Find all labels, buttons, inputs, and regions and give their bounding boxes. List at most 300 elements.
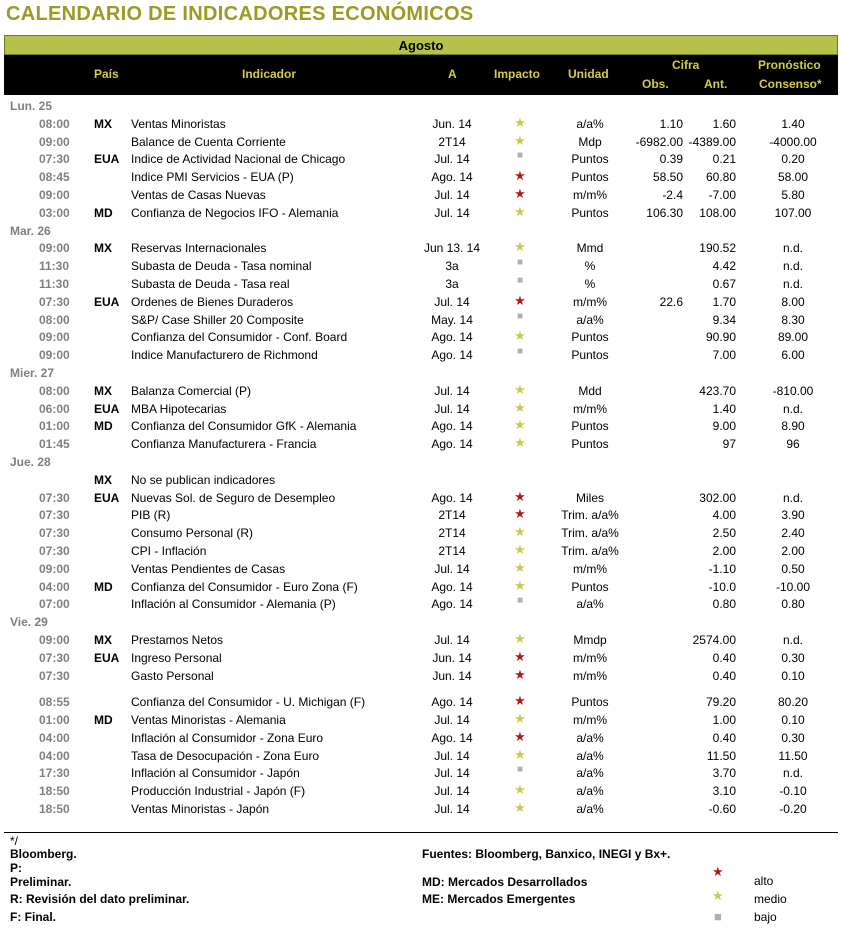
time-cell: 07:30 [39, 508, 70, 523]
indicator-cell: Tasa de Desocupación - Zona Euro [131, 748, 320, 763]
period-cell: Jul. 14 [434, 766, 470, 781]
previous-cell: 0.40 [712, 730, 736, 745]
star-red-icon: ★ [514, 168, 526, 184]
table-row [0, 489, 845, 507]
unit-cell: a/a% [576, 116, 604, 131]
col-a: A [448, 67, 457, 81]
period-cell: Ago. 14 [431, 348, 473, 363]
indicator-cell: Nuevas Sol. de Seguro de Desempleo [131, 490, 336, 505]
forecast-cell: 8.00 [781, 294, 805, 309]
table-row [0, 133, 845, 151]
time-cell: 08:00 [39, 116, 70, 131]
period-cell: May. 14 [431, 312, 473, 327]
forecast-cell: -4000.00 [769, 134, 817, 149]
table-row [0, 595, 845, 613]
forecast-cell: n.d. [782, 241, 803, 256]
indicator-cell: S&P/ Case Shiller 20 Composite [131, 312, 304, 327]
day-label: Vie. 29 [10, 615, 48, 630]
star-yellow-icon: ★ [514, 435, 526, 451]
previous-cell: 1.00 [712, 713, 736, 728]
table-row [0, 471, 845, 489]
country-cell: EUA [94, 152, 120, 167]
star-yellow-icon: ★ [514, 399, 526, 415]
footnote-me: ME: Mercados Emergentes [422, 892, 576, 906]
forecast-cell: n.d. [782, 259, 803, 274]
country-cell: MX [94, 472, 112, 487]
table-row [0, 764, 845, 782]
unit-cell: a/a% [576, 784, 604, 799]
time-cell: 01:00 [39, 419, 70, 434]
previous-cell: 302.00 [699, 490, 736, 505]
indicator-cell: Reservas Internacionales [131, 241, 267, 256]
star-yellow-icon: ★ [514, 800, 526, 816]
previous-cell: 9.00 [712, 419, 736, 434]
footnote-fuentes: Fuentes: Bloomberg, Banxico, INEGI y Bx+. [422, 847, 671, 861]
time-cell: 07:30 [39, 668, 70, 683]
country-cell: MX [94, 241, 112, 256]
time-cell: 11:30 [39, 259, 70, 274]
unit-cell: m/m% [573, 650, 607, 665]
unit-cell: a/a% [576, 802, 604, 817]
forecast-cell: 89.00 [777, 330, 809, 345]
forecast-cell: -10.00 [775, 579, 811, 594]
previous-cell: -4389.00 [688, 134, 736, 149]
footnote-bloomberg: Bloomberg. [10, 847, 77, 861]
table-row [0, 168, 845, 186]
indicator-cell: Consumo Personal (R) [131, 526, 254, 541]
period-cell: Jul. 14 [434, 205, 470, 220]
country-cell: MD [94, 419, 113, 434]
observed-cell: 58.50 [652, 170, 683, 185]
previous-cell: -1.10 [708, 561, 736, 576]
forecast-cell: n.d. [782, 766, 803, 781]
country-cell: MD [94, 713, 113, 728]
indicator-cell: CPI - Inflación [131, 543, 207, 558]
unit-cell: a/a% [576, 312, 604, 327]
previous-cell: 3.70 [712, 766, 736, 781]
observed-cell: 0.39 [659, 152, 683, 167]
time-cell: 17:30 [39, 766, 70, 781]
indicator-cell: Balanza Comercial (P) [131, 383, 252, 398]
unit-cell: Mdp [578, 134, 602, 149]
indicator-cell: Inflación al Consumidor - Alemania (P) [131, 597, 336, 612]
country-cell: EUA [94, 294, 120, 309]
previous-cell: 0.21 [712, 152, 736, 167]
day-row [0, 97, 845, 115]
previous-cell: 108.00 [699, 205, 736, 220]
star-red-icon: ★ [514, 292, 526, 308]
indicator-cell: Indice de Actividad Nacional de Chicago [131, 152, 346, 167]
previous-cell: 1.40 [712, 401, 736, 416]
forecast-cell: 96 [786, 437, 800, 452]
indicator-cell: Ventas Minoristas [131, 116, 226, 131]
star-yellow-icon: ★ [514, 381, 526, 397]
unit-cell: Puntos [571, 152, 609, 167]
forecast-cell: -0.10 [779, 784, 807, 799]
unit-cell: Puntos [571, 695, 609, 710]
indicator-cell: Indice PMI Servicios - EUA (P) [131, 170, 294, 185]
unit-cell: m/m% [573, 187, 607, 202]
time-cell: 07:30 [39, 650, 70, 665]
day-row [0, 364, 845, 382]
unit-cell: m/m% [573, 294, 607, 309]
unit-cell: Puntos [571, 579, 609, 594]
unit-cell: Trim. a/a% [561, 526, 619, 541]
period-cell: 2T14 [438, 543, 466, 558]
forecast-cell: n.d. [782, 401, 803, 416]
time-cell: 07:30 [39, 490, 70, 505]
time-cell: 08:00 [39, 312, 70, 327]
table-row [0, 711, 845, 729]
square-gray-icon: ■ [516, 150, 524, 162]
star-yellow-icon: ★ [514, 746, 526, 762]
period-cell: Ago. 14 [431, 170, 473, 185]
unit-cell: m/m% [573, 561, 607, 576]
period-cell: 2T14 [438, 508, 466, 523]
table-row [0, 435, 845, 453]
period-cell: Jun 13. 14 [423, 241, 481, 256]
star-red-icon: ★ [514, 648, 526, 664]
time-cell: 09:00 [39, 241, 70, 256]
star-red-icon: ★ [514, 506, 526, 522]
indicator-cell: Ingreso Personal [131, 650, 222, 665]
day-label: Mier. 27 [10, 365, 55, 380]
period-cell: Jul. 14 [434, 802, 470, 817]
period-cell: Jul. 14 [434, 294, 470, 309]
indicator-cell: Confianza de Negocios IFO - Alemania [131, 205, 339, 220]
forecast-cell: 0.50 [781, 561, 805, 576]
footnote-revision: R: Revisión del dato preliminar. [10, 892, 190, 906]
unit-cell: Puntos [571, 170, 609, 185]
table-row [0, 578, 845, 596]
previous-cell: 2.50 [712, 526, 736, 541]
indicator-cell: Producción Industrial - Japón (F) [131, 784, 306, 799]
previous-cell: 1.70 [712, 294, 736, 309]
forecast-cell: 6.00 [781, 348, 805, 363]
time-cell: 09:00 [39, 348, 70, 363]
col-unidad: Unidad [568, 67, 609, 81]
forecast-cell: 3.90 [781, 508, 805, 523]
square-gray-icon: ■ [714, 909, 722, 924]
footnote-preliminar: Preliminar. [10, 875, 72, 889]
period-cell: Ago. 14 [431, 330, 473, 345]
previous-cell: 7.00 [712, 348, 736, 363]
unit-cell: m/m% [573, 401, 607, 416]
indicator-cell: No se publican indicadores [131, 472, 276, 487]
indicator-cell: Confianza del Consumidor - U. Michigan (F) [131, 695, 366, 710]
country-cell: EUA [94, 650, 120, 665]
legend-bajo: bajo [754, 910, 777, 924]
forecast-cell: n.d. [782, 276, 803, 291]
forecast-cell: 58.00 [777, 170, 809, 185]
forecast-cell: 0.10 [781, 668, 805, 683]
indicator-cell: Confianza del Consumidor GfK - Alemania [131, 419, 357, 434]
unit-cell: a/a% [576, 597, 604, 612]
table-row [0, 293, 845, 311]
time-cell: 06:00 [39, 401, 70, 416]
previous-cell: 0.80 [712, 597, 736, 612]
star-red-icon: ★ [514, 693, 526, 709]
col-obs: Obs. [642, 77, 669, 91]
table-row [0, 257, 845, 275]
indicator-cell: Inflación al Consumidor - Zona Euro [131, 730, 324, 745]
previous-cell: -10.0 [708, 579, 736, 594]
period-cell: Ago. 14 [431, 695, 473, 710]
forecast-cell: -0.20 [779, 802, 807, 817]
country-cell: EUA [94, 490, 120, 505]
indicator-cell: Ventas Minoristas - Japón [131, 802, 270, 817]
observed-cell: -6982.00 [635, 134, 683, 149]
forecast-cell: 0.30 [781, 730, 805, 745]
unit-cell: m/m% [573, 668, 607, 683]
time-cell: 08:55 [39, 695, 70, 710]
forecast-cell: 0.30 [781, 650, 805, 665]
time-cell: 09:00 [39, 632, 70, 647]
observed-cell: 106.30 [646, 205, 683, 220]
day-row [0, 613, 845, 631]
star-red-icon: ★ [514, 185, 526, 201]
row-spacer [0, 684, 845, 693]
day-row [0, 222, 845, 240]
table-row [0, 328, 845, 346]
indicator-cell: Balance de Cuenta Corriente [131, 134, 286, 149]
indicator-table [0, 97, 845, 818]
previous-cell: 0.40 [712, 668, 736, 683]
previous-cell: 2574.00 [692, 632, 736, 647]
time-cell: 04:00 [39, 730, 70, 745]
forecast-cell: 1.40 [781, 116, 805, 131]
table-row [0, 275, 845, 293]
day-label: Mar. 26 [10, 223, 51, 238]
star-yellow-icon: ★ [514, 577, 526, 593]
star-yellow-icon: ★ [514, 132, 526, 148]
col-impacto: Impacto [494, 67, 541, 81]
forecast-cell: 2.00 [781, 543, 805, 558]
table-row [0, 186, 845, 204]
country-cell: MD [94, 205, 113, 220]
previous-cell: 79.20 [705, 695, 736, 710]
forecast-cell: 0.80 [781, 597, 805, 612]
square-gray-icon: ■ [516, 595, 524, 607]
star-yellow-icon: ★ [514, 203, 526, 219]
indicator-cell: Gasto Personal [131, 668, 214, 683]
forecast-cell: -810.00 [772, 383, 814, 398]
col-pais: País [94, 67, 119, 81]
forecast-cell: 80.20 [777, 695, 809, 710]
unit-cell: Miles [575, 490, 604, 505]
period-cell: Jul. 14 [434, 713, 470, 728]
star-yellow-icon: ★ [514, 782, 526, 798]
indicator-cell: Inflación al Consumidor - Japón [131, 766, 300, 781]
table-row [0, 417, 845, 435]
indicator-cell: Confianza del Consumidor - Euro Zona (F) [131, 579, 358, 594]
indicator-cell: Confianza del Consumidor - Conf. Board [131, 330, 348, 345]
time-cell: 03:00 [39, 205, 70, 220]
country-cell: MX [94, 116, 112, 131]
star-yellow-icon: ★ [514, 417, 526, 433]
period-cell: 3a [445, 259, 459, 274]
indicator-cell: Subasta de Deuda - Tasa real [131, 276, 290, 291]
indicator-cell: Prestamos Netos [131, 632, 224, 647]
previous-cell: -7.00 [708, 187, 736, 202]
previous-cell: 2.00 [712, 543, 736, 558]
observed-cell: 1.10 [659, 116, 683, 131]
previous-cell: 4.00 [712, 508, 736, 523]
period-cell: 2T14 [438, 526, 466, 541]
period-cell: Ago. 14 [431, 490, 473, 505]
period-cell: Jul. 14 [434, 784, 470, 799]
period-cell: Jul. 14 [434, 748, 470, 763]
table-row [0, 782, 845, 800]
square-gray-icon: ■ [516, 274, 524, 286]
time-cell: 01:45 [39, 437, 70, 452]
table-row [0, 524, 845, 542]
unit-cell: a/a% [576, 730, 604, 745]
forecast-cell: 107.00 [774, 205, 812, 220]
time-cell: 04:00 [39, 748, 70, 763]
table-row [0, 346, 845, 364]
unit-cell: Puntos [571, 437, 609, 452]
table-row [0, 667, 845, 685]
table-row [0, 747, 845, 765]
star-red-icon: ★ [712, 864, 724, 879]
period-cell: Jul. 14 [434, 187, 470, 202]
star-yellow-icon: ★ [514, 630, 526, 646]
period-cell: 2T14 [438, 134, 466, 149]
star-yellow-icon: ★ [514, 559, 526, 575]
square-gray-icon: ■ [516, 257, 524, 269]
period-cell: Jun. 14 [432, 650, 472, 665]
period-cell: Jun. 14 [432, 668, 472, 683]
star-yellow-icon: ★ [514, 524, 526, 540]
indicator-cell: Confianza Manufacturera - Francia [131, 437, 317, 452]
legend-medio: medio [754, 892, 787, 906]
table-row [0, 560, 845, 578]
unit-cell: Trim. a/a% [561, 543, 619, 558]
forecast-cell: 2.40 [781, 526, 805, 541]
country-cell: MX [94, 383, 112, 398]
previous-cell: 97 [722, 437, 736, 452]
previous-cell: 60.80 [705, 170, 736, 185]
forecast-cell: 8.30 [781, 312, 805, 327]
day-row [0, 453, 845, 471]
time-cell: 09:00 [39, 134, 70, 149]
forecast-cell: n.d. [782, 632, 803, 647]
time-cell: 09:00 [39, 187, 70, 202]
country-cell: EUA [94, 401, 120, 416]
forecast-cell: n.d. [782, 490, 803, 505]
table-row [0, 631, 845, 649]
footnote-p: P: [10, 861, 22, 875]
time-cell: 07:00 [39, 597, 70, 612]
table-row [0, 542, 845, 560]
unit-cell: Puntos [571, 205, 609, 220]
col-consenso: Consenso* [759, 77, 822, 91]
time-cell: 07:30 [39, 152, 70, 167]
star-red-icon: ★ [514, 488, 526, 504]
table-row [0, 649, 845, 667]
indicator-cell: Ventas Pendientes de Casas [131, 561, 286, 576]
star-red-icon: ★ [514, 666, 526, 682]
unit-cell: Mdd [578, 383, 602, 398]
day-label: Jue. 28 [10, 454, 51, 469]
time-cell: 09:00 [39, 561, 70, 576]
table-row [0, 800, 845, 818]
footnote-mark: */ [10, 834, 19, 848]
time-cell: 08:45 [39, 170, 70, 185]
period-cell: Ago. 14 [431, 730, 473, 745]
period-cell: Jul. 14 [434, 152, 470, 167]
col-ant: Ant. [704, 77, 728, 91]
time-cell: 01:00 [39, 713, 70, 728]
table-row [0, 729, 845, 747]
star-yellow-icon: ★ [514, 328, 526, 344]
previous-cell: 90.90 [705, 330, 736, 345]
previous-cell: 1.60 [712, 116, 736, 131]
square-gray-icon: ■ [516, 764, 524, 776]
legend-alto: alto [754, 874, 774, 888]
star-yellow-icon: ★ [712, 888, 724, 903]
time-cell: 18:50 [39, 784, 70, 799]
period-cell: 3a [445, 276, 459, 291]
table-row [0, 693, 845, 711]
period-cell: Ago. 14 [431, 437, 473, 452]
indicator-cell: Ventas Minoristas - Alemania [131, 713, 286, 728]
star-yellow-icon: ★ [514, 239, 526, 255]
forecast-cell: 8.90 [781, 419, 805, 434]
period-cell: Jul. 14 [434, 401, 470, 416]
unit-cell: % [584, 259, 596, 274]
unit-cell: Mmdp [573, 632, 607, 647]
period-cell: Ago. 14 [431, 597, 473, 612]
period-cell: Jul. 14 [434, 561, 470, 576]
time-cell: 07:30 [39, 294, 70, 309]
table-header [4, 55, 838, 95]
unit-cell: Puntos [571, 348, 609, 363]
unit-cell: Mmd [576, 241, 604, 256]
unit-cell: m/m% [573, 713, 607, 728]
indicator-cell: Ordenes de Bienes Duraderos [131, 294, 294, 309]
time-cell: 07:30 [39, 543, 70, 558]
month-header: Agosto [4, 35, 838, 55]
indicator-cell: PIB (R) [131, 508, 171, 523]
indicator-cell: Ventas de Casas Nuevas [131, 187, 266, 202]
time-cell: 11:30 [39, 276, 70, 291]
forecast-cell: 0.20 [781, 152, 805, 167]
previous-cell: -0.60 [708, 802, 736, 817]
unit-cell: Puntos [571, 419, 609, 434]
col-indicador: Indicador [242, 67, 297, 81]
star-red-icon: ★ [514, 728, 526, 744]
period-cell: Jul. 14 [434, 632, 470, 647]
observed-cell: -2.4 [662, 187, 683, 202]
table-row [0, 506, 845, 524]
previous-cell: 190.52 [699, 241, 736, 256]
col-cifra: Cifra [672, 58, 700, 72]
country-cell: MX [94, 632, 112, 647]
footnote-final: F: Final. [10, 910, 56, 924]
previous-cell: 4.42 [712, 259, 736, 274]
period-cell: Jul. 14 [434, 383, 470, 398]
time-cell: 04:00 [39, 579, 70, 594]
time-cell: 09:00 [39, 330, 70, 345]
period-cell: Jun. 14 [432, 116, 472, 131]
table-row [0, 204, 845, 222]
forecast-cell: 0.10 [781, 713, 805, 728]
table-row [0, 115, 845, 133]
page-title: CALENDARIO DE INDICADORES ECONÓMICOS [6, 3, 474, 25]
col-pronostico: Pronóstico [758, 58, 821, 72]
